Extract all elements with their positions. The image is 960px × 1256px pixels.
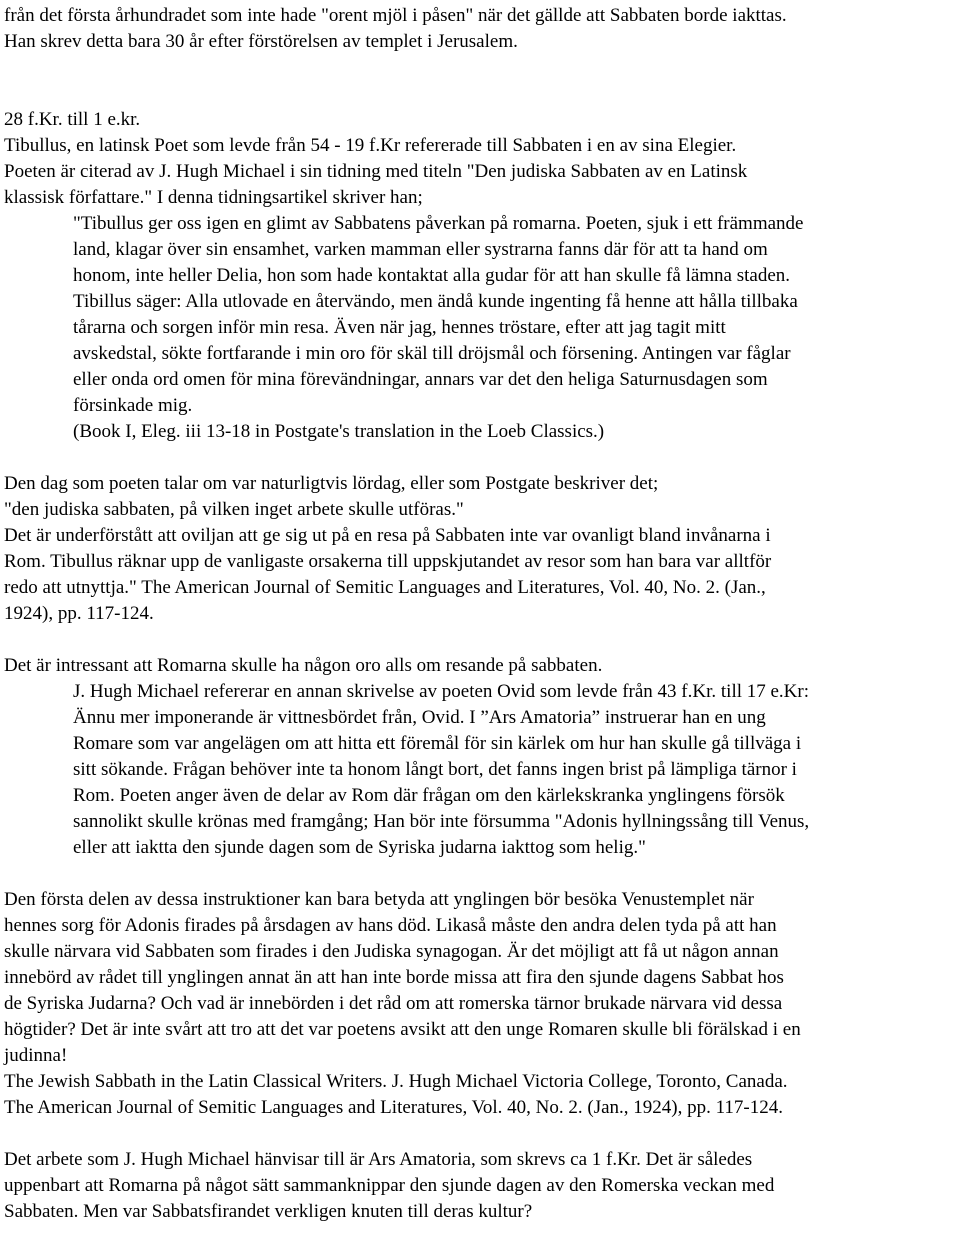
text-line: klassisk författare." I denna tidningsartikel skriver han; bbox=[4, 187, 423, 208]
text-line: judinna! bbox=[4, 1045, 68, 1066]
text-line: de Syriska Judarna? Och vad är innebörden i det råd om att romerska tärnor brukade närvara vid dessa bbox=[4, 993, 783, 1014]
text-line: Han skrev detta bara 30 år efter förstörelsen av templet i Jerusalem. bbox=[4, 31, 518, 52]
text-line: innebörd av rådet till ynglingen annat än att han inte borde missa att fira den sjunde dagens Sabbat hos bbox=[4, 967, 784, 988]
text-line: Den dag som poeten talar om var naturligtvis lördag, eller som Postgate beskriver det; bbox=[4, 473, 659, 494]
text-line: Tibullus, en latinsk Poet som levde från 54 - 19 f.Kr refererade till Sabbaten i en av sina Elegier. bbox=[4, 135, 737, 156]
text-line: redo att utnyttja." The American Journal of Semitic Languages and Literatures, Vol. 40, No. 2. (Jan., bbox=[4, 577, 766, 598]
quote-line: eller att iaktta den sjunde dagen som de Syriska judarna iakttog som helig." bbox=[73, 837, 646, 858]
reference-line: The American Journal of Semitic Languages and Literatures, Vol. 40, No. 2. (Jan., 1924), pp. 117-124. bbox=[4, 1097, 784, 1118]
quote-line: land, klagar över sin ensamhet, varken mamman eller systrarna fanns där för att ta hand om bbox=[73, 239, 768, 260]
quote-line: J. Hugh Michael refererar en annan skrivelse av poeten Ovid som levde från 43 f.Kr. till 17 e.Kr: bbox=[73, 681, 810, 702]
quote-line: försinkade mig. bbox=[73, 395, 193, 416]
text-line: skulle närvara vid Sabbaten som firades i den Judiska synagogan. Är det möjligt att få ut någon annan bbox=[4, 941, 779, 962]
quote-line: Romare som var angelägen om att hitta ett föremål för sin kärlek om hur han skulle gå tillväga i bbox=[73, 733, 802, 754]
citation-line: (Book I, Eleg. iii 13-18 in Postgate's translation in the Loeb Classics.) bbox=[73, 421, 605, 442]
quote-line: avskedstal, sökte fortfarande i min oro för skäl till dröjsmål och försening. Antingen var fåglar bbox=[73, 343, 791, 364]
quote-line: Ännu mer imponerande är vittnesbördet från, Ovid. I ”Ars Amatoria” instruerar han en ung bbox=[73, 707, 766, 728]
text-line: högtider? Det är inte svårt att tro att det var poetens avsikt att den unge Romaren skulle bli förälskad i en bbox=[4, 1019, 801, 1040]
text-line: Det är intressant att Romarna skulle ha någon oro alls om resande på sabbaten. bbox=[4, 655, 603, 676]
text-line: hennes sorg för Adonis firades på årsdagen av hans död. Likaså måste den andra delen tyda på att han bbox=[4, 915, 777, 936]
reference-line: The Jewish Sabbath in the Latin Classical Writers. J. Hugh Michael Victoria College, Toronto, Canada. bbox=[4, 1071, 788, 1092]
text-line: Det arbete som J. Hugh Michael hänvisar till är Ars Amatoria, som skrevs ca 1 f.Kr. Det är således bbox=[4, 1149, 753, 1170]
text-line: "den judiska sabbaten, på vilken inget arbete skulle utföras." bbox=[4, 499, 464, 520]
text-line: Det är underförstått att oviljan att ge sig ut på en resa på Sabbaten inte var ovanligt bland invånarna i bbox=[4, 525, 771, 546]
quote-line: Tibillus säger: Alla utlovade en återvändo, men ändå kunde ingenting få henne att hålla tillbaka bbox=[73, 291, 798, 312]
quote-line: "Tibullus ger oss igen en glimt av Sabbatens påverkan på romarna. Poeten, sjuk i ett främmande bbox=[73, 213, 804, 234]
text-line: 1924), pp. 117-124. bbox=[4, 603, 154, 624]
text-line: från det första århundradet som inte hade "orent mjöl i påsen" när det gällde att Sabbaten borde iakttas. bbox=[4, 5, 787, 26]
text-line: Sabbaten. Men var Sabbatsfirandet verkligen knuten till deras kultur? bbox=[4, 1201, 533, 1222]
quote-line: honom, inte heller Delia, hon som hade kontaktat alla gudar för att han skulle få lämna staden. bbox=[73, 265, 791, 286]
text-line: Rom. Tibullus räknar upp de vanligaste orsakerna till uppskjutandet av resor som han bara var alltför bbox=[4, 551, 772, 572]
text-line: uppenbart att Romarna på något sätt sammanknippar den sjunde dagen av den Romerska veckan med bbox=[4, 1175, 775, 1196]
quote-line: tårarna och sorgen inför min resa. Även när jag, hennes tröstare, efter att jag tagit mitt bbox=[73, 317, 726, 338]
section-heading: 28 f.Kr. till 1 e.kr. bbox=[4, 109, 141, 130]
quote-line: sitt sökande. Frågan behöver inte ta honom långt bort, det fanns ingen brist på lämpliga tärnor i bbox=[73, 759, 797, 780]
quote-line: eller onda ord omen för mina förevändningar, annars var det den heliga Saturnusdagen som bbox=[73, 369, 768, 390]
quote-line: sannolikt skulle krönas med framgång; Han bör inte försumma "Adonis hyllningssång till Venus, bbox=[73, 811, 810, 832]
text-line: Poeten är citerad av J. Hugh Michael i sin tidning med titeln "Den judiska Sabbaten av en Latinsk bbox=[4, 161, 748, 182]
text-line: Den första delen av dessa instruktioner kan bara betyda att ynglingen bör besöka Venustemplet när bbox=[4, 889, 754, 910]
quote-line: Rom. Poeten anger även de delar av Rom där frågan om den kärlekskranka ynglingens försök bbox=[73, 785, 785, 806]
